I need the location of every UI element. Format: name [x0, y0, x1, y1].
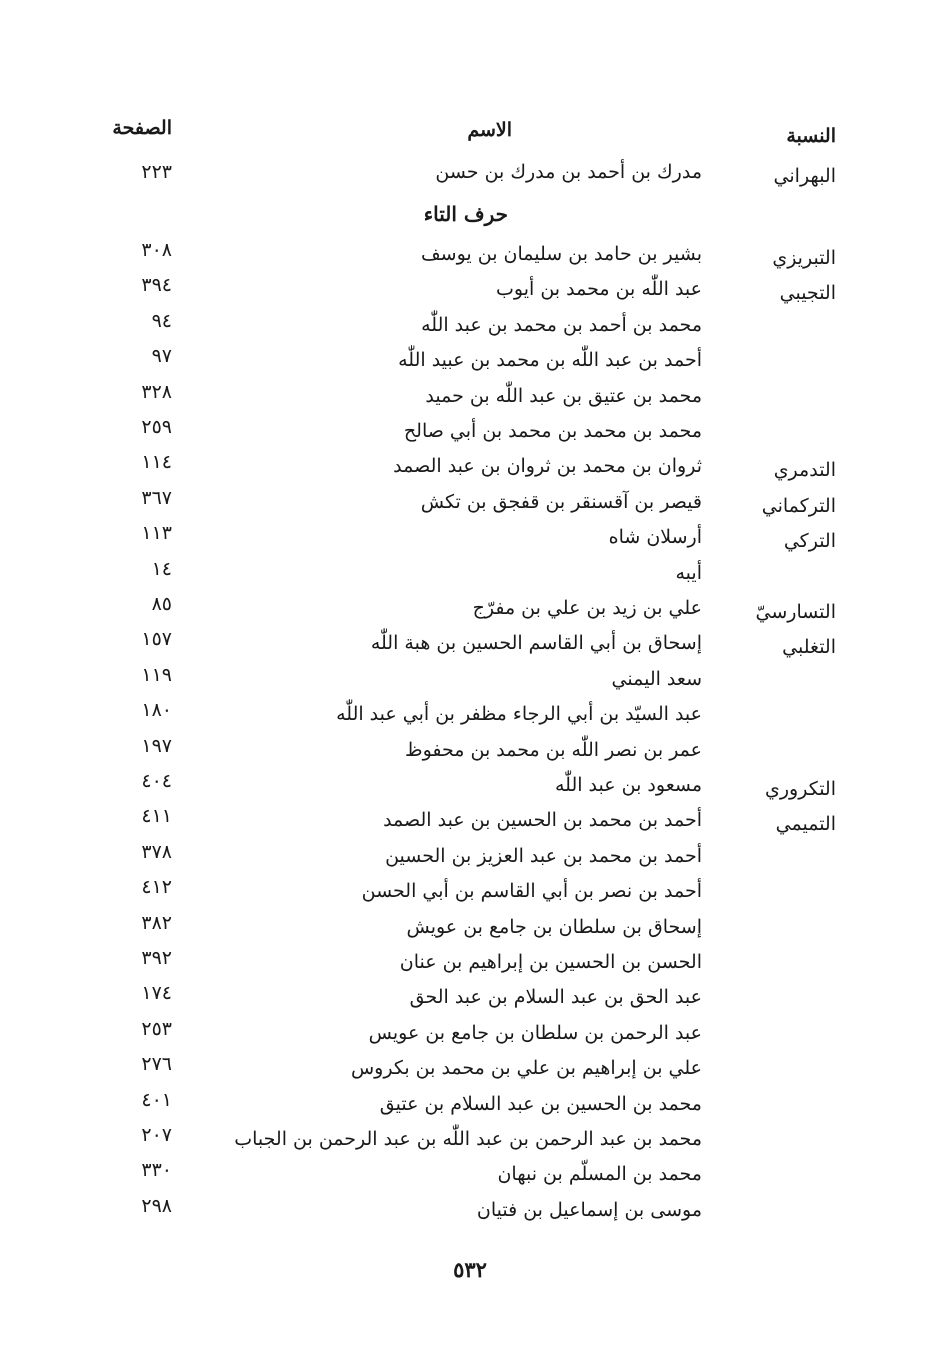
row-page: ٤٠٤ — [141, 770, 172, 792]
row-name: عبد الرحمن بن سلطان بن جامع بن عويس — [368, 1021, 702, 1044]
header-page: الصفحة — [112, 117, 172, 139]
row-page: ٣٠٨ — [141, 239, 172, 261]
row-nisba: التجيبي — [779, 282, 836, 305]
row-nisba: التركي — [783, 530, 836, 553]
row-page: ١٨٠ — [141, 699, 172, 722]
row-name: محمد بن محمد بن محمد بن أبي صالح — [403, 420, 702, 442]
row-page: ٣٩٤ — [141, 274, 172, 297]
row-page: ٣٣٠ — [141, 1159, 172, 1182]
row-name: عبد الحق بن عبد السلام بن عبد الحق — [409, 986, 702, 1009]
row-name: علي بن إبراهيم بن علي بن محمد بن بكروس — [350, 1057, 702, 1080]
row-page: ٢٢٣ — [141, 161, 172, 183]
row-name: عبد السيّد بن أبي الرجاء مظفر بن أبي عبد اللّٰه — [336, 703, 702, 726]
row-page: ٩٧ — [151, 345, 172, 368]
row-page: ١١٤ — [141, 451, 172, 474]
table-row — [0, 1192, 940, 1228]
row-name: أيبه — [675, 561, 702, 584]
row-page: ٣٢٨ — [141, 380, 172, 403]
row-page: ٣٦٧ — [141, 486, 172, 509]
row-name: أحمد بن محمد بن الحسين بن عبد الصمد — [383, 809, 702, 832]
row-name: محمد بن المسلّم بن نبهان — [497, 1163, 702, 1186]
row-page: ٢٧٦ — [141, 1053, 172, 1076]
row-name: أحمد بن محمد بن عبد العزيز بن الحسين — [385, 844, 702, 867]
row-name: مسعود بن عبد اللّٰه — [554, 774, 702, 796]
row-page: ٤١٢ — [141, 876, 172, 899]
row-name: أرسلان شاه — [608, 526, 702, 549]
row-nisba: التبريزي — [772, 247, 836, 269]
header-name: الاسم — [467, 119, 512, 141]
row-page: ٤٠١ — [141, 1088, 172, 1111]
row-name: محمد بن عبد الرحمن بن عبد اللّٰه بن عبد الرحمن بن الجباب — [234, 1128, 702, 1150]
row-name: الحسن بن الحسين بن إبراهيم بن عنان — [399, 951, 702, 973]
row-page: ٢٥٩ — [141, 416, 172, 438]
column-headers — [0, 116, 940, 152]
row-page: ١١٩ — [141, 663, 172, 686]
row-nisba: التدمري — [773, 459, 836, 482]
row-name: محمد بن الحسين بن عبد السلام بن عتيق — [379, 1092, 702, 1115]
row-page: ١٤ — [151, 557, 172, 580]
row-name: عمر بن نصر اللّٰه بن محمد بن محفوظ — [405, 738, 702, 761]
page-number: ٥٣٢ — [453, 1257, 487, 1282]
row-page: ٨٥ — [151, 593, 172, 615]
row-page: ٢٠٧ — [141, 1124, 172, 1146]
section-heading: حرف التاء — [423, 202, 508, 226]
row-name: علي بن زيد بن علي بن مفرّج — [472, 597, 702, 619]
row-name: عبد اللّٰه بن محمد بن أيوب — [496, 278, 702, 301]
row-page: ٣٧٨ — [141, 840, 172, 863]
row-name: إسحاق بن أبي القاسم الحسين بن هبة اللّٰه — [370, 632, 702, 655]
row-name: أحمد بن نصر بن أبي القاسم بن أبي الحسن — [361, 880, 702, 903]
row-page: ٩٤ — [151, 309, 172, 332]
row-page: ١٧٤ — [141, 982, 172, 1005]
row-name: موسى بن إسماعيل بن فتيان — [476, 1198, 702, 1221]
row-nisba: التسارسيّ — [755, 601, 836, 623]
row-name: أحمد بن عبد اللّٰه بن محمد بن عبيد اللّٰه — [398, 349, 702, 372]
row-nisba: التغلبي — [782, 636, 836, 659]
row-page: ٢٥٣ — [141, 1017, 172, 1040]
row-name: بشير بن حامد بن سليمان بن يوسف — [421, 243, 702, 265]
row-page: ١١٣ — [141, 522, 172, 545]
row-page: ٣٩٢ — [141, 947, 172, 969]
row-nisba: التركماني — [761, 494, 836, 517]
row-name: قيصر بن آقسنقر بن قفجق بن تكش — [420, 490, 702, 513]
row-name: محمد بن عتيق بن عبد اللّٰه بن حميد — [425, 384, 702, 407]
header-nisba: النسبة — [786, 125, 836, 147]
row-name: ثروان بن محمد بن ثروان بن عبد الصمد — [393, 455, 702, 478]
row-nisba: البهراني — [773, 165, 836, 187]
row-page: ٣٨٢ — [141, 911, 172, 934]
row-page: ١٥٧ — [141, 628, 172, 651]
row-name: محمد بن أحمد بن محمد بن عبد اللّٰه — [421, 313, 702, 336]
row-name: مدرك بن أحمد بن مدرك بن حسن — [435, 161, 702, 183]
row-name: إسحاق بن سلطان بن جامع بن عويش — [406, 915, 702, 938]
row-page: ٢٩٨ — [141, 1194, 172, 1217]
row-nisba: التكروري — [765, 778, 836, 800]
row-page: ٤١١ — [141, 805, 172, 828]
row-nisba: التميمي — [775, 813, 836, 836]
row-name: سعد اليمني — [611, 667, 702, 690]
table-row — [0, 154, 940, 190]
row-page: ١٩٧ — [141, 734, 172, 757]
